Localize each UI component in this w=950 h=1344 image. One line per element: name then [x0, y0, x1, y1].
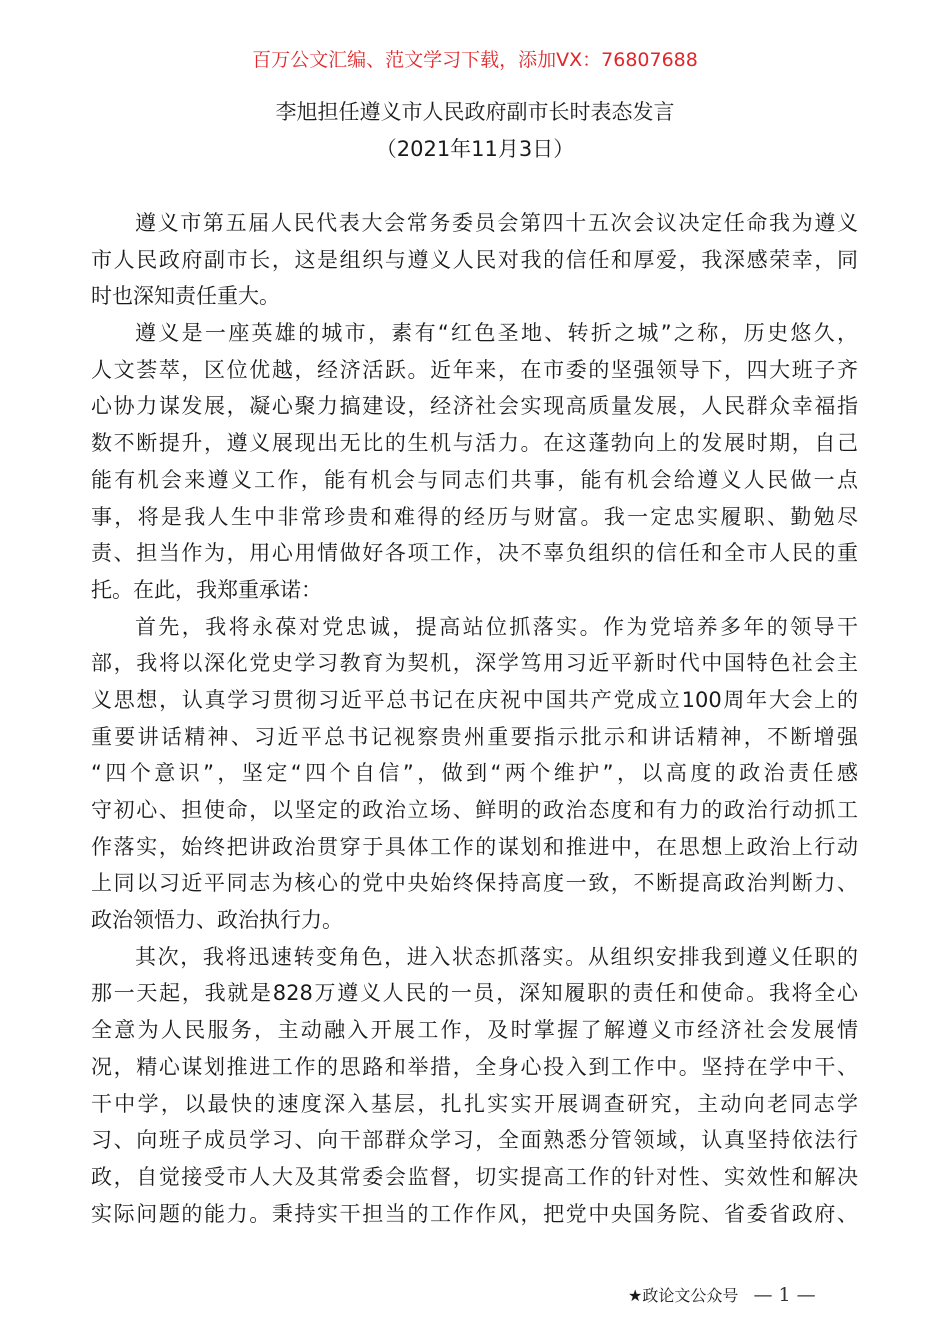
page-footer	[628, 1282, 816, 1309]
paragraph	[91, 205, 858, 315]
paragraph-line: “四个意识”，坚定“四个自信”，做到“两个维护”，以高度的政治责任感	[91, 761, 858, 786]
paragraph	[91, 315, 858, 609]
paragraph-line: 守初心、担使命，以坚定的政治立场、鲜明的政治态度和有力的政治行动抓工	[91, 798, 858, 822]
paragraph-line: 上同以习近平同志为核心的党中央始终保持高度一致，不断提高政治判断力、	[91, 871, 858, 896]
page-number: — 1 —	[753, 1284, 816, 1306]
paragraph	[91, 939, 858, 1233]
document-title: 李旭担任遵义市人民政府副市长时表态发言	[275, 100, 675, 124]
paragraph-line: 全意为人民服务，主动融入开展工作，及时掌握了解遵义市经济社会发展情	[91, 1018, 858, 1043]
paragraph-line: 实际问题的能力。秉持实干担当的工作作风，把党中央国务院、省委省政府、	[91, 1201, 858, 1226]
paragraph-line: 市人民政府副市长，这是组织与遵义人民对我的信任和厚爱，我深感荣幸，同	[91, 247, 858, 272]
footer-source: ★政论文公众号	[628, 1286, 739, 1305]
document-date: （2021年11月3日）	[375, 137, 575, 161]
paragraph-line: 政治领悟力、政治执行力。	[91, 908, 343, 933]
paragraph-line: 心协力谋发展，凝心聚力搞建设，经济社会实现高质量发展，人民群众幸福指	[91, 394, 858, 419]
paragraph-line: 托。在此，我郑重承诺：	[91, 577, 322, 602]
paragraph-line: 作落实，始终把讲政治贯穿于具体工作的谋划和推进中，在思想上政治上行动	[91, 834, 858, 859]
paragraph-line: 重要讲话精神、习近平总书记视察贵州重要指示批示和讲话精神，不断增强	[91, 724, 858, 749]
paragraph-line: 那一天起，我就是828万遵义人民的一员，深知履职的责任和使命。我将全心	[91, 981, 858, 1006]
paragraph-line: 责、担当作为，用心用情做好各项工作，决不辜负组织的信任和全市人民的重	[91, 541, 858, 566]
paragraph-line: 人文荟萃，区位优越，经济活跃。近年来，在市委的坚强领导下，四大班子齐	[91, 357, 858, 382]
paragraph-line: 事，将是我人生中非常珍贵和难得的经历与财富。我一定忠实履职、勤勉尽	[91, 504, 858, 529]
paragraph-line: 义思想，认真学习贯彻习近平总书记在庆祝中国共产党成立100周年大会上的	[91, 687, 858, 712]
paragraph-line: 干中学，以最快的速度深入基层，扎扎实实开展调查研究，主动向老同志学	[91, 1091, 858, 1116]
paragraph-line: 部，我将以深化党史学习教育为契机，深学笃用习近平新时代中国特色社会主	[91, 651, 858, 676]
paragraph-line: 况，精心谋划推进工作的思路和举措，全身心投入到工作中。坚持在学中干、	[91, 1054, 858, 1079]
paragraph-line: 其次，我将迅速转变角色，进入状态抓落实。从组织安排我到遵义任职的	[135, 944, 858, 969]
paragraph	[91, 609, 858, 939]
document-body	[91, 205, 858, 1232]
header-notice: 百万公文汇编、范文学习下载，添加VX：76807688	[252, 49, 698, 71]
paragraph-line: 首先，我将永葆对党忠诚，提高站位抓落实。作为党培养多年的领导干	[135, 614, 858, 639]
paragraph-line: 能有机会来遵义工作，能有机会与同志们共事，能有机会给遵义人民做一点	[91, 467, 858, 492]
paragraph-line: 时也深知责任重大。	[91, 284, 280, 309]
paragraph-line: 数不断提升，遵义展现出无比的生机与活力。在这蓬勃向上的发展时期，自己	[91, 431, 858, 456]
paragraph-line: 遵义市第五届人民代表大会常务委员会第四十五次会议决定任命我为遵义	[135, 211, 858, 235]
paragraph-line: 政，自觉接受市人大及其常委会监督，切实提高工作的针对性、实效性和解决	[91, 1164, 858, 1189]
paragraph-line: 遵义是一座英雄的城市，素有“红色圣地、转折之城”之称，历史悠久，	[135, 321, 858, 346]
paragraph-line: 习、向班子成员学习、向干部群众学习，全面熟悉分管领域，认真坚持依法行	[91, 1128, 858, 1153]
